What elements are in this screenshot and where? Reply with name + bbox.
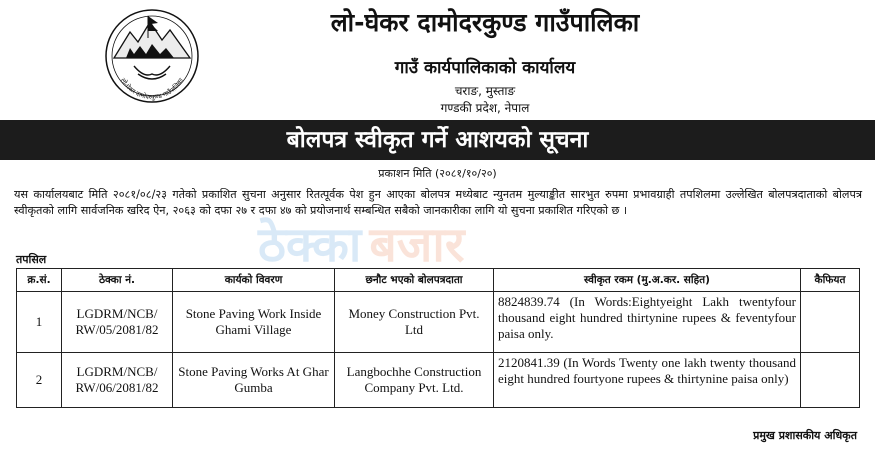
schedule-label: तपसिल	[16, 253, 47, 266]
cell-remarks	[801, 292, 860, 353]
col-remarks-header: कैफियत	[801, 269, 860, 292]
cell-bidder: Langbochhe Construction Company Pvt. Ltd.	[335, 353, 494, 408]
cell-bidder: Money Construction Pvt. Ltd	[335, 292, 494, 353]
municipality-emblem	[104, 8, 200, 104]
office-province: गण्डकी प्रदेश, नेपाल	[440, 101, 530, 115]
office-name: गाउँ कार्यपालिकाको कार्यालय	[394, 58, 576, 78]
award-table	[16, 268, 860, 408]
col-contract-no-header: ठेक्का नं.	[62, 269, 173, 292]
table-header-row	[17, 269, 860, 292]
watermark-part2: बजार	[369, 217, 465, 273]
notice-body: यस कार्यालयबाट मिति २०८१/०८/२३ गतेको प्रकाशित सुचना अनुसार रितत्पूर्वक पेश हुन आएका बोलपत्र मध्येबाट न्युनतम मुल्याङ्कीत सारभुत रुपमा प्रभावग्राही तपशिलमा उल्लेखित बोलपत्रदाताको बोलपत्र स्वीकृतको लागि सार्वजनिक खरिद ऐन, २०६३ को दफा २७ र दफा ४७ को प्रयोजनार्थ सम्बन्धित सबैको जानकारीका लागि यो सुचना प्रकाशित गरिएको छ ।	[14, 188, 862, 217]
col-description-header: कार्यको विवरण	[173, 269, 335, 292]
cell-description: Stone Paving Work Inside Ghami Village	[173, 292, 335, 353]
cell-amount: 2120841.39 (In Words Twenty one lakh twenty thousand eight hundred fourtyone rupees & thirtynine paisa only)	[494, 353, 801, 408]
cell-description: Stone Paving Works At Ghar Gumba	[173, 353, 335, 408]
office-location: चराङ, मुस्ताङ	[454, 84, 516, 98]
publication-date: प्रकाशन मिति (२०८१/१०/२०)	[378, 167, 497, 180]
table-row	[17, 353, 860, 408]
cell-contract-no: LGDRM/NCB/ RW/06/2081/82	[62, 353, 173, 408]
cell-remarks	[801, 353, 860, 408]
col-sn-header: क्र.सं.	[17, 269, 62, 292]
emblem-text: लो-घेकर दामोदरकुण्ड गाउँपालिका	[118, 77, 186, 102]
watermark-part1: ठेक्का	[258, 217, 362, 273]
cell-contract-no: LGDRM/NCB/ RW/05/2081/82	[62, 292, 173, 353]
col-bidder-header: छनौट भएको बोलपत्रदाता	[335, 269, 494, 292]
col-amount-header: स्वीकृत रकम (मु.अ.कर. सहित)	[494, 269, 801, 292]
cell-sn: 2	[17, 353, 62, 408]
table-row	[17, 292, 860, 353]
cell-amount: 8824839.74 (In Words:Eightyeight Lakh twentyfour thousand eight hundred thirtynine rupees & feventyfour paisa only.	[494, 292, 801, 353]
notice-title: बोलपत्र स्वीकृत गर्ने आशयको सूचना	[0, 120, 875, 160]
cell-sn: 1	[17, 292, 62, 353]
signature-title: प्रमुख प्रशासकीय अधिकृत	[753, 429, 857, 442]
municipality-name: लो-घेकर दामोदरकुण्ड गाउँपालिका	[330, 8, 640, 37]
